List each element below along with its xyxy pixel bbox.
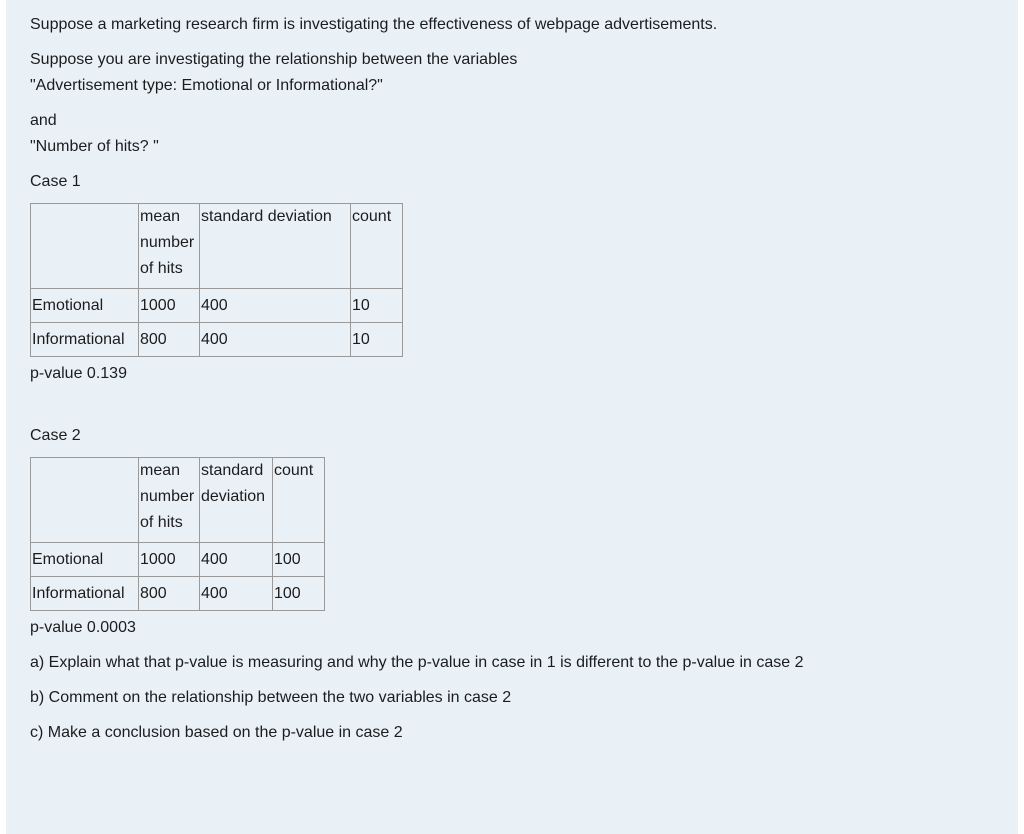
row-mean-cell: 800 xyxy=(139,323,200,357)
case-1-p-value: p-value 0.139 xyxy=(30,365,127,382)
row-count-cell: 100 xyxy=(273,577,325,611)
row-type-cell: Informational xyxy=(31,577,139,611)
table-header-row xyxy=(31,458,325,543)
row-sd-cell: 400 xyxy=(200,323,351,357)
header-cell-count: count xyxy=(273,458,325,543)
case-2-label: Case 2 xyxy=(30,427,81,444)
header-cell-blank xyxy=(31,204,139,289)
setup-line-2: "Advertisement type: Emotional or Informational?" xyxy=(30,77,383,94)
row-type-cell: Emotional xyxy=(31,289,139,323)
question-a: a) Explain what that p-value is measuring and why the p-value in case in 1 is different to the p-value in case 2 xyxy=(30,654,804,671)
row-count-cell: 10 xyxy=(351,289,403,323)
variable-2-text: "Number of hits? " xyxy=(30,138,159,155)
row-type-cell: Emotional xyxy=(31,543,139,577)
case-2-table xyxy=(30,457,325,611)
table-row xyxy=(31,323,403,357)
question-panel xyxy=(6,0,1018,834)
row-mean-cell: 1000 xyxy=(139,543,200,577)
question-b: b) Comment on the relationship between the two variables in case 2 xyxy=(30,689,512,706)
question-content xyxy=(30,12,1010,746)
row-sd-cell: 400 xyxy=(200,577,273,611)
case-1-table xyxy=(30,203,403,357)
row-mean-cell: 800 xyxy=(139,577,200,611)
row-sd-cell: 400 xyxy=(200,289,351,323)
table-row xyxy=(31,543,325,577)
table-row xyxy=(31,577,325,611)
setup-line-1: Suppose you are investigating the relationship between the variables xyxy=(30,51,518,68)
row-count-cell: 100 xyxy=(273,543,325,577)
case-1-label: Case 1 xyxy=(30,173,81,190)
spacer xyxy=(30,387,1010,423)
table-row xyxy=(31,289,403,323)
header-cell-sd: standard deviation xyxy=(200,458,273,543)
intro-text: Suppose a marketing research firm is investigating the effectiveness of webpage advertisements. xyxy=(30,16,718,33)
row-mean-cell: 1000 xyxy=(139,289,200,323)
table-header-row xyxy=(31,204,403,289)
row-count-cell: 10 xyxy=(351,323,403,357)
case-2-p-value: p-value 0.0003 xyxy=(30,619,136,636)
row-sd-cell: 400 xyxy=(200,543,273,577)
header-cell-count: count xyxy=(351,204,403,289)
question-c: c) Make a conclusion based on the p-value in case 2 xyxy=(30,724,403,741)
header-cell-sd: standard deviation xyxy=(200,204,351,289)
header-cell-mean: mean number of hits xyxy=(139,458,200,543)
header-cell-mean: mean number of hits xyxy=(139,204,200,289)
row-type-cell: Informational xyxy=(31,323,139,357)
and-text: and xyxy=(30,112,57,129)
header-cell-blank xyxy=(31,458,139,543)
